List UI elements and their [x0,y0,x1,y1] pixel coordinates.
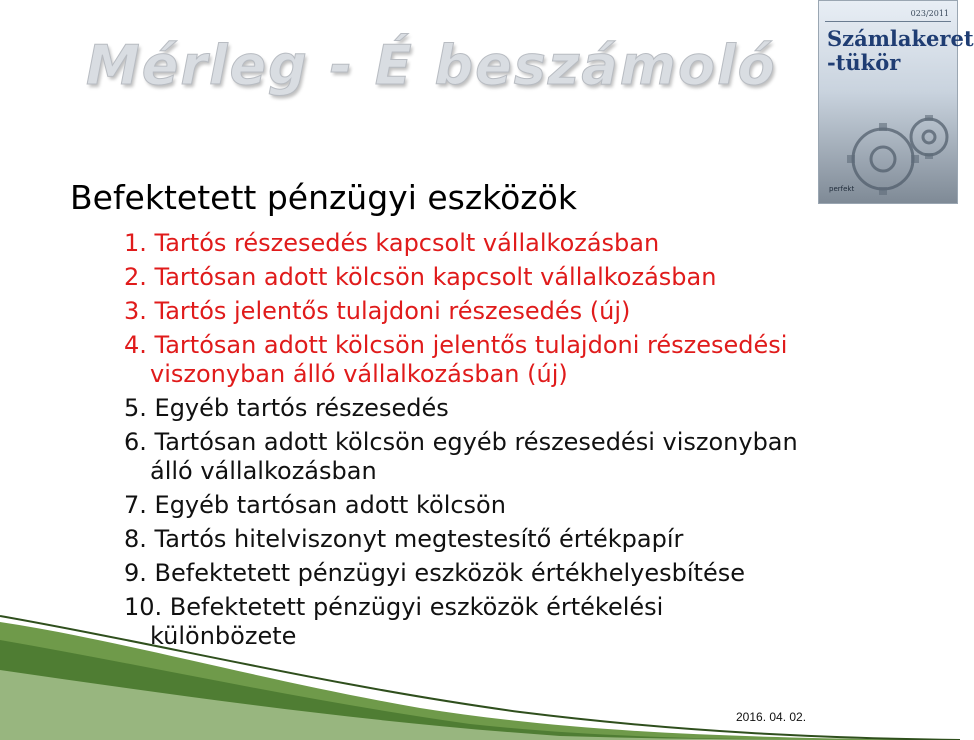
list-item [124,525,944,554]
decorative-swoosh [0,600,960,740]
list-item-line: 9. Befektetett pénzügyi eszközök értékhelyesbítése [124,559,745,587]
cover-rule [825,21,951,22]
gear-icon [833,101,951,197]
cover-title [827,26,974,75]
list-item [124,491,944,520]
list-item [124,229,944,258]
list-item [124,394,944,423]
list-item-line: 10. Befektetett pénzügyi eszközök értékelési [124,593,664,621]
asset-list [124,229,944,656]
slide-date: 2016. 04. 02. [736,710,807,724]
cover-title-line2: -tükör [827,50,901,75]
list-item [124,263,944,292]
list-item [124,559,944,588]
slide-title: Mérleg - É beszámoló [86,34,777,97]
list-item-line: 1. Tartós részesedés kapcsolt vállalkozásban [124,229,660,257]
list-item [124,331,944,389]
list-item-line: 6. Tartósan adott kölcsön egyéb részesedési viszonyban [124,428,798,456]
section-heading: Befektetett pénzügyi eszközök [70,178,577,217]
book-cover-image [818,0,974,204]
list-item-line: viszonyban álló vállalkozásban (új) [150,360,568,388]
list-item [124,428,944,486]
list-item-line: 3. Tartós jelentős tulajdoni részesedés (új) [124,297,631,325]
list-item-line: 2. Tartósan adott kölcsön kapcsolt vállalkozásban [124,263,717,291]
cover-title-line1: Számlakeret [827,26,974,51]
list-item-line: 5. Egyéb tartós részesedés [124,394,449,422]
list-item-line: 7. Egyéb tartósan adott kölcsön [124,491,506,519]
cover-code: 023/2011 [910,9,949,18]
list-item-line: 4. Tartósan adott kölcsön jelentős tulajdoni részesedési [124,331,788,359]
cover-brand: perfekt [829,185,855,193]
list-item [124,297,944,326]
list-item-line: álló vállalkozásban [150,457,377,485]
list-item-line: különbözete [150,622,297,650]
list-item-line: 8. Tartós hitelviszonyt megtestesítő értékpapír [124,525,684,553]
